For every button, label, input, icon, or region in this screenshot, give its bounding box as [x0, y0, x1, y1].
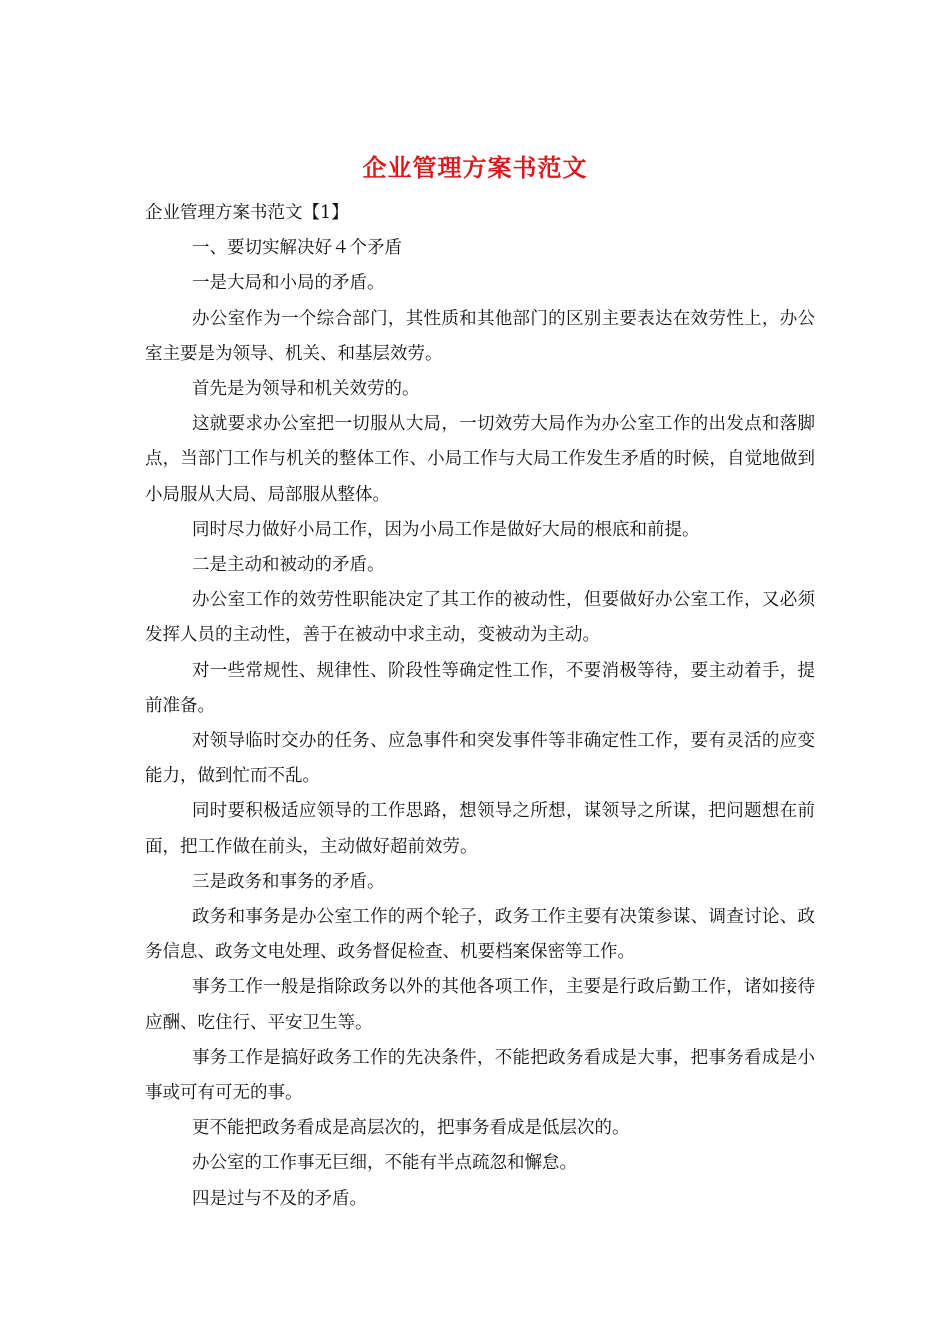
paragraph: 办公室作为一个综合部门，其性质和其他部门的区别主要表达在效劳性上，办公室主要是为领导、机关、和基层效劳。 [145, 308, 815, 364]
paragraph: 事务工作一般是指除政务以外的其他各项工作，主要是行政后勤工作，诸如接待应酬、吃住行、平安卫生等。 [145, 977, 815, 1033]
paragraph: 三是政务和事务的矛盾。 [192, 871, 385, 892]
paragraph: 同时要积极适应领导的工作思路，想领导之所想，谋领导之所谋，把问题想在前面，把工作做在前头，主动做好超前效劳。 [145, 801, 815, 857]
paragraph: 事务工作是搞好政务工作的先决条件，不能把政务看成是大事，把事务看成是小事或可有可无的事。 [145, 1047, 815, 1104]
paragraph: 对领导临时交办的任务、应急事件和突发事件等非确定性工作，要有灵活的应变能力，做到忙而不乱。 [145, 731, 815, 787]
paragraph: 一是大局和小局的矛盾。 [192, 273, 385, 294]
paragraph: 首先是为领导和机关效劳的。 [192, 379, 420, 400]
paragraph: 二是主动和被动的矛盾。 [192, 555, 385, 576]
paragraph: 对一些常规性、规律性、阶段性等确定性工作，不要消极等待，要主动着手，提前准备。 [145, 660, 815, 716]
paragraph: 一、要切实解决好４个矛盾 [192, 238, 402, 259]
paragraph: 这就要求办公室把一切服从大局，一切效劳大局作为办公室工作的出发点和落脚点，当部门工作与机关的整体工作、小局工作与大局工作发生矛盾的时候，自觉地做到小局服从大局、局部服从整体。 [145, 414, 815, 505]
paragraph: 四是过与不及的矛盾。 [192, 1188, 367, 1209]
paragraph: 政务和事务是办公室工作的两个轮子，政务工作主要有决策参谋、调查讨论、政务信息、政务文电处理、政务督促检查、机要档案保密等工作。 [145, 907, 815, 963]
paragraph: 同时尽力做好小局工作，因为小局工作是做好大局的根底和前提。 [192, 519, 700, 540]
page-title: 企业管理方案书范文 [362, 153, 588, 182]
document-body [145, 196, 815, 1217]
paragraph: 更不能把政务看成是高层次的，把事务看成是低层次的。 [192, 1118, 630, 1139]
paragraph: 办公室工作的效劳性职能决定了其工作的被动性，但要做好办公室工作，又必须发挥人员的主动性，善于在被动中求主动，变被动为主动。 [145, 590, 815, 646]
paragraph: 企业管理方案书范文【1】 [145, 203, 349, 223]
paragraph: 办公室的工作事无巨细，不能有半点疏忽和懈怠。 [192, 1153, 577, 1174]
